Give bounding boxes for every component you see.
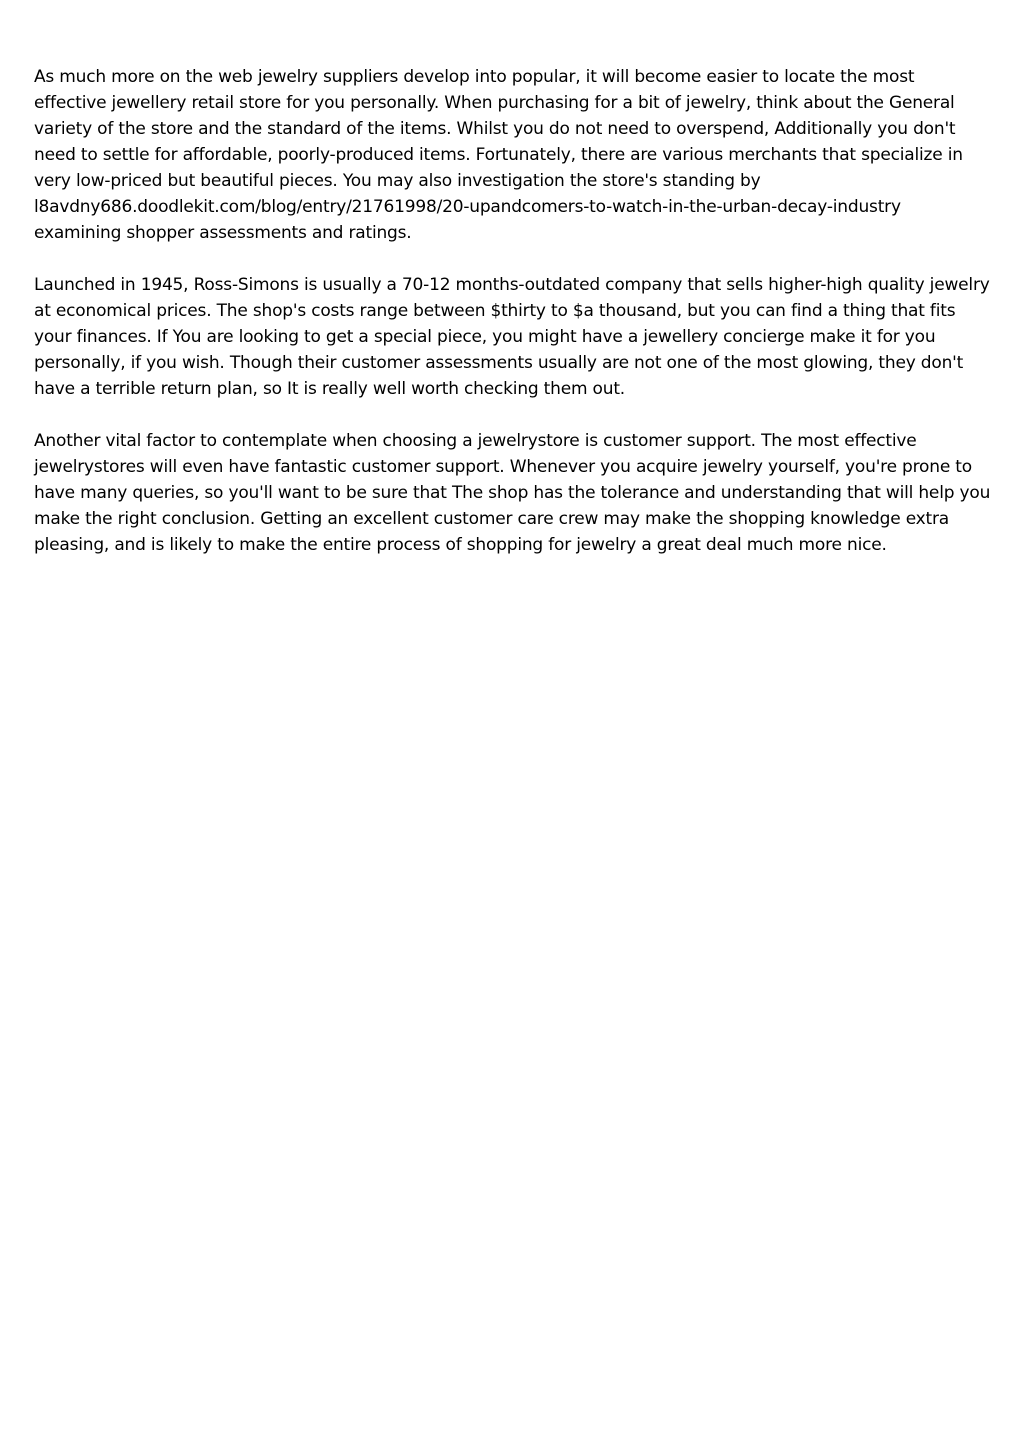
paragraph-line: jewelrystores will even have fantastic customer support. Whenever you acquire jewelry yourself, you're prone to: [34, 457, 972, 477]
paragraph-line: your finances. If You are looking to get a special piece, you might have a jewellery concierge make it for you: [34, 327, 936, 347]
paragraph-line: l8avdny686.doodlekit.com/blog/entry/21761998/20-upandcomers-to-watch-in-the-urban-decay-industry: [34, 197, 901, 217]
paragraph-line: make the right conclusion. Getting an excellent customer care crew may make the shopping knowledge extra: [34, 509, 949, 529]
paragraph-2: [34, 272, 994, 402]
paragraph-line: examining shopper assessments and ratings.: [34, 223, 412, 243]
paragraph-line: at economical prices. The shop's costs range between $thirty to $a thousand, but you can find a thing that fits: [34, 301, 956, 321]
paragraph-line: Launched in 1945, Ross-Simons is usually a 70-12 months-outdated company that sells higher-high quality jewelry: [34, 275, 990, 295]
document-body: [34, 64, 994, 584]
paragraph-line: variety of the store and the standard of the items. Whilst you do not need to overspend, Additionally you don't: [34, 119, 956, 139]
paragraph-line: As much more on the web jewelry suppliers develop into popular, it will become easier to locate the most: [34, 67, 915, 87]
paragraph-line: have a terrible return plan, so It is really well worth checking them out.: [34, 379, 625, 399]
paragraph-1: [34, 64, 994, 246]
paragraph-line: have many queries, so you'll want to be sure that The shop has the tolerance and understanding that will help you: [34, 483, 991, 503]
paragraph-line: effective jewellery retail store for you personally. When purchasing for a bit of jewelry, think about the General: [34, 93, 955, 113]
paragraph-line: personally, if you wish. Though their customer assessments usually are not one of the most glowing, they don't: [34, 353, 964, 373]
paragraph-3: [34, 428, 994, 558]
paragraph-line: very low-priced but beautiful pieces. You may also investigation the store's standing by: [34, 171, 761, 191]
paragraph-line: need to settle for affordable, poorly-produced items. Fortunately, there are various merchants that specialize in: [34, 145, 963, 165]
paragraph-line: Another vital factor to contemplate when choosing a jewelrystore is customer support. The most effective: [34, 431, 917, 451]
paragraph-line: pleasing, and is likely to make the entire process of shopping for jewelry a great deal much more nice.: [34, 535, 887, 555]
